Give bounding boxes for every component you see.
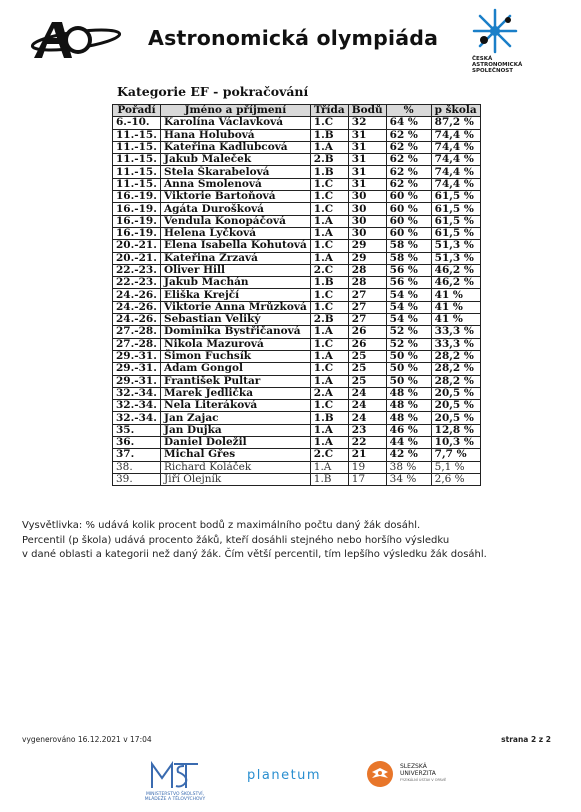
class-cell: 1.C: [310, 178, 348, 190]
rank-cell: 35.: [113, 424, 161, 436]
table-row: [113, 166, 481, 178]
msmt-line-2: MLÁDEŽE A TĚLOVÝCHOVY: [144, 797, 206, 802]
class-cell: 1.B: [310, 412, 348, 424]
percent-cell: 46 %: [386, 424, 431, 436]
points-cell: 22: [348, 437, 386, 449]
points-cell: 28: [348, 264, 386, 276]
points-cell: 31: [348, 178, 386, 190]
percent-cell: 44 %: [386, 437, 431, 449]
name-cell: Jakub Maleček: [161, 154, 311, 166]
points-cell: 30: [348, 215, 386, 227]
class-cell: 1.C: [310, 240, 348, 252]
percentile-cell: 61,5 %: [431, 203, 480, 215]
class-cell: 2.A: [310, 387, 348, 399]
planetum-logo: planetum: [247, 768, 322, 783]
table-row: [113, 264, 481, 276]
table-row: [113, 277, 481, 289]
name-cell: Karolína Václavková: [161, 117, 311, 129]
name-cell: Sebastian Veliký: [161, 314, 311, 326]
table-row: [113, 473, 481, 485]
class-cell: 1.B: [310, 166, 348, 178]
rank-cell: 22.-23.: [113, 264, 161, 276]
col-header-percentile: p škola: [431, 105, 480, 117]
class-cell: 1.C: [310, 203, 348, 215]
percent-cell: 58 %: [386, 240, 431, 252]
name-cell: Michal Gřes: [161, 449, 311, 461]
points-cell: 24: [348, 412, 386, 424]
class-cell: 2.B: [310, 314, 348, 326]
percent-cell: 48 %: [386, 387, 431, 399]
percentile-cell: 41 %: [431, 301, 480, 313]
table-row: [113, 178, 481, 190]
percent-cell: 34 %: [386, 473, 431, 485]
points-cell: 17: [348, 473, 386, 485]
table-row: [113, 461, 481, 473]
points-cell: 25: [348, 350, 386, 362]
table-row: [113, 437, 481, 449]
points-cell: 31: [348, 166, 386, 178]
slu-line-2: UNIVERZITA: [400, 770, 436, 777]
cas-line-2: ASTRONOMICKÁ: [472, 62, 523, 68]
category-subtitle: Kategorie EF - pokračování: [117, 84, 309, 99]
class-cell: 1.B: [310, 277, 348, 289]
percentile-cell: 41 %: [431, 314, 480, 326]
class-cell: 1.A: [310, 215, 348, 227]
percent-cell: 58 %: [386, 252, 431, 264]
points-cell: 26: [348, 338, 386, 350]
name-cell: Richard Koláček: [161, 461, 311, 473]
name-cell: Eliška Krejčí: [161, 289, 311, 301]
note-line: Percentil (p škola) udává procento žáků, kteří dosáhli stejného nebo horšího výsledku: [22, 534, 450, 546]
percentile-cell: 74,4 %: [431, 129, 480, 141]
msmt-logo-text: [130, 792, 220, 802]
rank-cell: 32.-34.: [113, 387, 161, 399]
table-row: [113, 154, 481, 166]
percentile-cell: 51,3 %: [431, 240, 480, 252]
percent-cell: 54 %: [386, 301, 431, 313]
percentile-cell: 28,2 %: [431, 375, 480, 387]
rank-cell: 39.: [113, 473, 161, 485]
name-cell: Anna Smolenová: [161, 178, 311, 190]
percentile-cell: 20,5 %: [431, 412, 480, 424]
page-number: strana 2 z 2: [501, 735, 551, 744]
rank-cell: 20.-21.: [113, 252, 161, 264]
points-cell: 30: [348, 203, 386, 215]
percentile-cell: 74,4 %: [431, 178, 480, 190]
rank-cell: 38.: [113, 461, 161, 473]
table-row: [113, 191, 481, 203]
name-cell: Oliver Hill: [161, 264, 311, 276]
table-row: [113, 117, 481, 129]
rank-cell: 11.-15.: [113, 166, 161, 178]
class-cell: 2.C: [310, 449, 348, 461]
percent-cell: 60 %: [386, 203, 431, 215]
rank-cell: 16.-19.: [113, 191, 161, 203]
percentile-cell: 10,3 %: [431, 437, 480, 449]
class-cell: 1.A: [310, 350, 348, 362]
rank-cell: 24.-26.: [113, 289, 161, 301]
percent-cell: 48 %: [386, 412, 431, 424]
name-cell: Viktorie Bartoňová: [161, 191, 311, 203]
percentile-cell: 2,6 %: [431, 473, 480, 485]
points-cell: 31: [348, 141, 386, 153]
points-cell: 19: [348, 461, 386, 473]
percent-cell: 60 %: [386, 191, 431, 203]
cas-line-1: ČESKÁ: [472, 56, 493, 62]
percentile-cell: 46,2 %: [431, 264, 480, 276]
class-cell: 1.C: [310, 400, 348, 412]
rank-cell: 11.-15.: [113, 129, 161, 141]
percentile-cell: 28,2 %: [431, 363, 480, 375]
percentile-cell: 28,2 %: [431, 350, 480, 362]
class-cell: 1.A: [310, 141, 348, 153]
table-header-row: [113, 105, 481, 117]
percent-cell: 50 %: [386, 350, 431, 362]
table-row: [113, 412, 481, 424]
percent-cell: 42 %: [386, 449, 431, 461]
table-row: [113, 363, 481, 375]
percentile-cell: 61,5 %: [431, 215, 480, 227]
name-cell: Nikola Mazurová: [161, 338, 311, 350]
percentile-cell: 20,5 %: [431, 400, 480, 412]
class-cell: 1.A: [310, 375, 348, 387]
cas-line-3: SPOLEČNOST: [472, 68, 513, 74]
rank-cell: 16.-19.: [113, 227, 161, 239]
percent-cell: 52 %: [386, 338, 431, 350]
class-cell: 1.A: [310, 227, 348, 239]
table-row: [113, 240, 481, 252]
note-line: v dané oblasti a kategorii než daný žák. Čím větší percentil, tím lepšího výsledku žák dosáhl.: [22, 549, 487, 560]
percent-cell: 56 %: [386, 264, 431, 276]
points-cell: 25: [348, 375, 386, 387]
table-row: [113, 215, 481, 227]
rank-cell: 16.-19.: [113, 203, 161, 215]
table-row: [113, 203, 481, 215]
percentile-cell: 5,1 %: [431, 461, 480, 473]
table-row: [113, 387, 481, 399]
points-cell: 25: [348, 363, 386, 375]
points-cell: 24: [348, 400, 386, 412]
percentile-cell: 46,2 %: [431, 277, 480, 289]
percentile-cell: 7,7 %: [431, 449, 480, 461]
percent-cell: 50 %: [386, 363, 431, 375]
class-cell: 1.C: [310, 117, 348, 129]
class-cell: 1.A: [310, 461, 348, 473]
page-title: Astronomická olympiáda: [148, 26, 439, 50]
percentile-cell: 74,4 %: [431, 166, 480, 178]
percentile-cell: 33,3 %: [431, 326, 480, 338]
table-row: [113, 350, 481, 362]
table-row: [113, 400, 481, 412]
astronomicka-olympiada-logo: [28, 18, 124, 62]
class-cell: 2.C: [310, 264, 348, 276]
name-cell: Nela Literáková: [161, 400, 311, 412]
percent-cell: 48 %: [386, 400, 431, 412]
rank-cell: 11.-15.: [113, 154, 161, 166]
name-cell: Jan Dujka: [161, 424, 311, 436]
points-cell: 24: [348, 387, 386, 399]
rank-cell: 27.-28.: [113, 326, 161, 338]
name-cell: Vendula Konopáčová: [161, 215, 311, 227]
rank-cell: 32.-34.: [113, 400, 161, 412]
table-row: [113, 338, 481, 350]
percent-cell: 60 %: [386, 215, 431, 227]
rank-cell: 11.-15.: [113, 178, 161, 190]
name-cell: Daniel Doležil: [161, 437, 311, 449]
percentile-cell: 12,8 %: [431, 424, 480, 436]
table-row: [113, 314, 481, 326]
name-cell: Jan Zajac: [161, 412, 311, 424]
percentile-cell: 61,5 %: [431, 227, 480, 239]
rank-cell: 22.-23.: [113, 277, 161, 289]
percentile-cell: 87,2 %: [431, 117, 480, 129]
points-cell: 31: [348, 154, 386, 166]
table-row: [113, 289, 481, 301]
generated-timestamp: vygenerováno 16.12.2021 v 17:04: [22, 735, 152, 744]
name-cell: Kateřina Zrzavá: [161, 252, 311, 264]
points-cell: 29: [348, 240, 386, 252]
points-cell: 32: [348, 117, 386, 129]
points-cell: 30: [348, 227, 386, 239]
name-cell: Jakub Machán: [161, 277, 311, 289]
points-cell: 23: [348, 424, 386, 436]
rank-cell: 24.-26.: [113, 314, 161, 326]
class-cell: 1.C: [310, 338, 348, 350]
col-header-points: Bodů: [348, 105, 386, 117]
rank-cell: 32.-34.: [113, 412, 161, 424]
percent-cell: 62 %: [386, 166, 431, 178]
class-cell: 1.A: [310, 424, 348, 436]
rank-cell: 29.-31.: [113, 375, 161, 387]
percentile-cell: 74,4 %: [431, 141, 480, 153]
rank-cell: 20.-21.: [113, 240, 161, 252]
name-cell: Elena Isabella Kohutová: [161, 240, 311, 252]
slu-eagle-logo: [366, 760, 394, 788]
table-row: [113, 375, 481, 387]
table-row: [113, 449, 481, 461]
rank-cell: 24.-26.: [113, 301, 161, 313]
class-cell: 1.C: [310, 301, 348, 313]
name-cell: Viktorie Anna Mrůzková: [161, 301, 311, 313]
class-cell: 1.C: [310, 191, 348, 203]
table-row: [113, 129, 481, 141]
points-cell: 27: [348, 289, 386, 301]
table-row: [113, 424, 481, 436]
msmt-line-1: MINISTERSTVO ŠKOLSTVÍ,: [145, 792, 205, 797]
percent-cell: 50 %: [386, 375, 431, 387]
slu-logo-text: [400, 763, 446, 784]
rank-cell: 36.: [113, 437, 161, 449]
rank-cell: 29.-31.: [113, 350, 161, 362]
points-cell: 21: [348, 449, 386, 461]
name-cell: František Pultar: [161, 375, 311, 387]
slu-line-1: SLEZSKÁ: [400, 763, 427, 770]
col-header-class: Třída: [310, 105, 348, 117]
name-cell: Kateřina Kadlubcová: [161, 141, 311, 153]
percent-cell: 62 %: [386, 178, 431, 190]
points-cell: 26: [348, 326, 386, 338]
table-row: [113, 326, 481, 338]
name-cell: Hana Holubová: [161, 129, 311, 141]
percentile-cell: 20,5 %: [431, 387, 480, 399]
name-cell: Agáta Durošková: [161, 203, 311, 215]
table-row: [113, 227, 481, 239]
class-cell: 1.A: [310, 437, 348, 449]
rank-cell: 29.-31.: [113, 363, 161, 375]
class-cell: 1.A: [310, 326, 348, 338]
points-cell: 31: [348, 129, 386, 141]
percent-cell: 60 %: [386, 227, 431, 239]
table-row: [113, 252, 481, 264]
percent-cell: 54 %: [386, 314, 431, 326]
name-cell: Dominika Bystřičanová: [161, 326, 311, 338]
col-header-percent: %: [386, 105, 431, 117]
percent-cell: 62 %: [386, 129, 431, 141]
class-cell: 1.A: [310, 252, 348, 264]
percent-cell: 56 %: [386, 277, 431, 289]
name-cell: Helena Lyčková: [161, 227, 311, 239]
rank-cell: 37.: [113, 449, 161, 461]
percentile-cell: 51,3 %: [431, 252, 480, 264]
name-cell: Adam Gongol: [161, 363, 311, 375]
percent-cell: 54 %: [386, 289, 431, 301]
percentile-cell: 33,3 %: [431, 338, 480, 350]
class-cell: 1.B: [310, 473, 348, 485]
points-cell: 29: [348, 252, 386, 264]
percent-cell: 64 %: [386, 117, 431, 129]
col-header-name: Jméno a příjmení: [161, 105, 311, 117]
percentile-cell: 61,5 %: [431, 191, 480, 203]
percent-cell: 62 %: [386, 154, 431, 166]
rank-cell: 27.-28.: [113, 338, 161, 350]
table-row: [113, 301, 481, 313]
rank-cell: 6.-10.: [113, 117, 161, 129]
class-cell: 2.B: [310, 154, 348, 166]
results-table: [112, 104, 481, 486]
points-cell: 27: [348, 314, 386, 326]
slu-subtitle: FYZIKÁLNÍ ÚSTAV V OPAVĚ: [400, 778, 447, 782]
cas-logo-text: [472, 56, 522, 74]
name-cell: Stela Škarabelová: [161, 166, 311, 178]
name-cell: Jiří Olejník: [161, 473, 311, 485]
explanation-note: [22, 519, 487, 563]
name-cell: Marek Jedlička: [161, 387, 311, 399]
points-cell: 28: [348, 277, 386, 289]
points-cell: 30: [348, 191, 386, 203]
rank-cell: 11.-15.: [113, 141, 161, 153]
col-header-rank: Pořadí: [113, 105, 161, 117]
rank-cell: 16.-19.: [113, 215, 161, 227]
percent-cell: 52 %: [386, 326, 431, 338]
table-row: [113, 141, 481, 153]
percentile-cell: 41 %: [431, 289, 480, 301]
note-line: Vysvětlivka: % udává kolik procent bodů z maximálního počtu daný žák dosáhl.: [22, 520, 421, 531]
percent-cell: 38 %: [386, 461, 431, 473]
class-cell: 1.C: [310, 289, 348, 301]
class-cell: 1.C: [310, 363, 348, 375]
percentile-cell: 74,4 %: [431, 154, 480, 166]
results-table-body: [113, 117, 481, 486]
name-cell: Šimon Fuchsík: [161, 350, 311, 362]
points-cell: 27: [348, 301, 386, 313]
class-cell: 1.B: [310, 129, 348, 141]
percent-cell: 62 %: [386, 141, 431, 153]
